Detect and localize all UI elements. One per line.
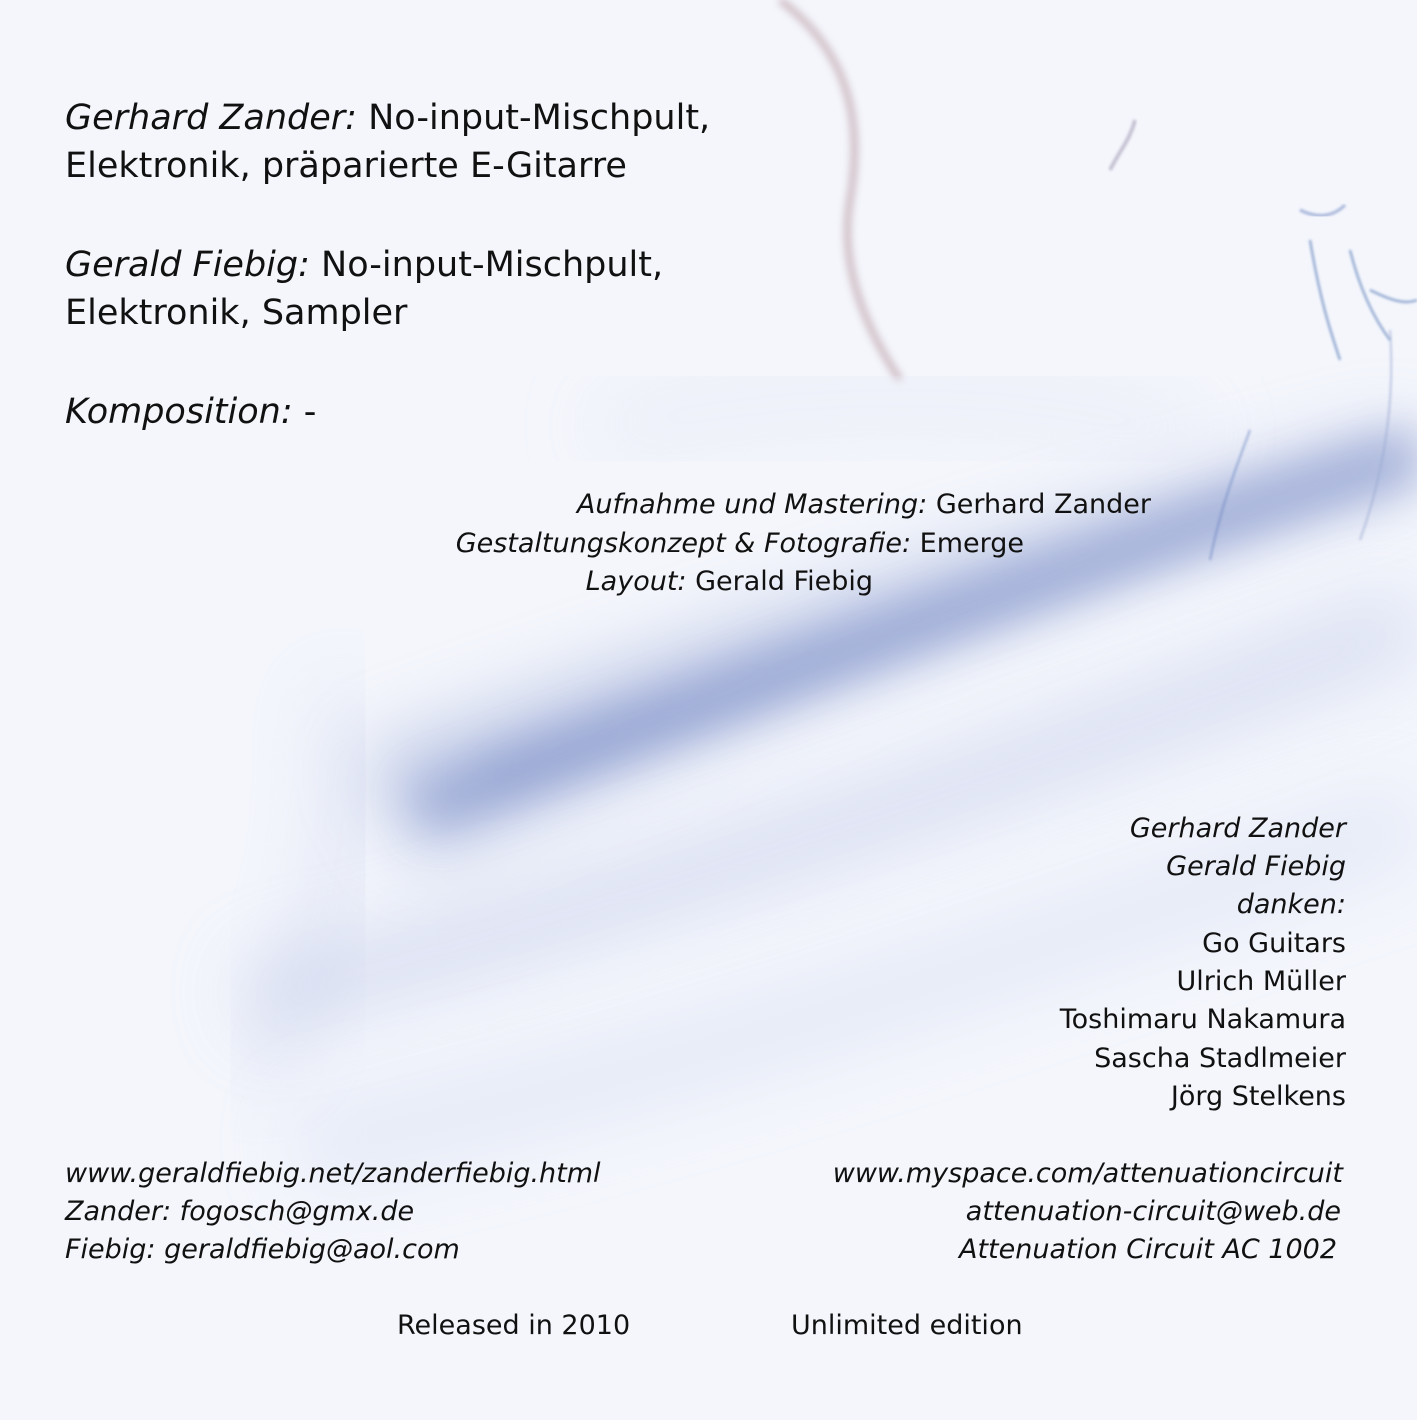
credit-recording [300,486,1151,524]
performer-instruments-line1: No-input-Mischpult, [321,245,664,285]
email-label[interactable]: attenuation-circuit@web.de [965,1196,1341,1227]
credit-design-photography [300,525,1024,563]
thanks-name: Sascha Stadlmeier [1094,1043,1346,1074]
performer-instruments-line2: Elektronik, Sampler [65,293,408,333]
thanks-name: Ulrich Müller [1176,966,1346,997]
thanks-name: Jörg Stelkens [1170,1081,1346,1112]
performer-name: Gerald Fiebig: [65,245,310,285]
credit-role: Gestaltungskonzept & Fotografie: [455,528,912,559]
credit-name: Gerald Fiebig [695,566,873,597]
catalog-number: Attenuation Circuit AC 1002 [958,1234,1337,1265]
thanks-name: Toshimaru Nakamura [1059,1004,1346,1035]
thanks-from: Gerald Fiebig [1166,851,1346,882]
credit-role: Aufnahme und Mastering: [576,489,928,520]
credit-name: Emerge [919,528,1024,559]
performer-name: Gerhard Zander: [65,98,357,138]
edition-note: Unlimited edition [791,1310,1023,1341]
credit-layout [300,563,873,601]
composition-value: - [303,392,317,432]
credit-role: Layout: [585,566,687,597]
performer-instruments-line1: No-input-Mischpult, [368,98,711,138]
credit-name: Gerhard Zander [935,489,1151,520]
thanks-from: Gerhard Zander [1129,813,1346,844]
website-link[interactable]: www.geraldfiebig.net/zanderfiebig.html [65,1158,601,1189]
myspace-link[interactable]: www.myspace.com/attenuationcircuit [832,1158,1343,1189]
email-fiebig[interactable]: Fiebig: geraldfiebig@aol.com [65,1234,460,1265]
thanks-verb: danken: [1236,889,1346,920]
composition-line [65,388,316,436]
composition-label: Komposition: [65,392,293,432]
performer-instruments-line2: Elektronik, präparierte E-Gitarre [65,146,627,186]
email-zander[interactable]: Zander: fogosch@gmx.de [65,1196,415,1227]
thanks-name: Go Guitars [1202,928,1346,959]
release-year: Released in 2010 [397,1310,631,1341]
